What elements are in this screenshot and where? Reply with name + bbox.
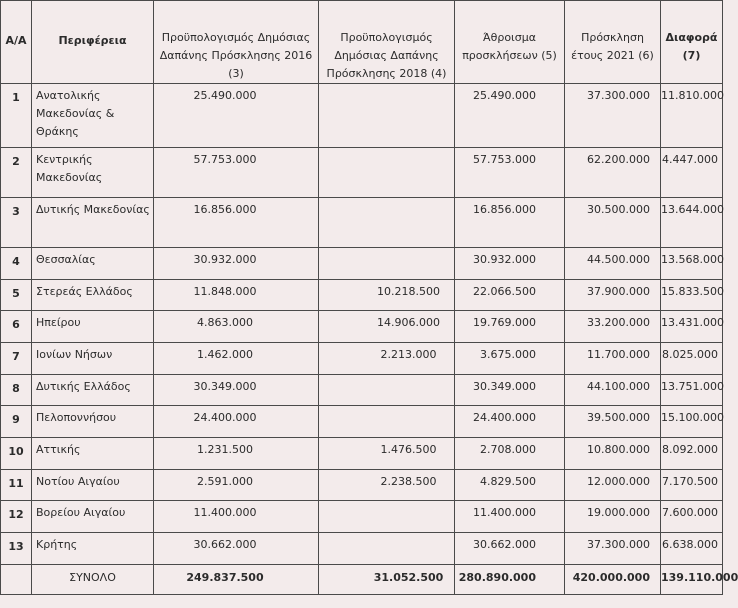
row-diff: 8.092.000 — [661, 438, 723, 470]
header-budget-2018: Προϋπολογισμός Δημόσιας Δαπάνης Πρόσκλησης 2018 (4) — [319, 1, 455, 84]
row-region: Πελοποννήσου — [32, 406, 154, 438]
row-sum: 16.856.000 — [455, 198, 565, 248]
row-budget-2018 — [319, 501, 455, 533]
row-budget-2016: 30.349.000 — [154, 375, 319, 406]
table-row — [1, 198, 723, 248]
header-diff: Διαφορά (7) — [661, 1, 723, 84]
row-budget-2016: 4.863.000 — [154, 311, 319, 343]
row-budget-2018: 14.906.000 — [319, 311, 455, 343]
table-row — [1, 280, 723, 311]
row-sum: 2.708.000 — [455, 438, 565, 470]
row-budget-2016: 11.848.000 — [154, 280, 319, 311]
row-diff: 7.600.000 — [661, 501, 723, 533]
row-index: 10 — [1, 438, 32, 470]
row-sum: 30.349.000 — [455, 375, 565, 406]
row-call-2021: 44.100.000 — [565, 375, 661, 406]
row-region: Θεσσαλίας — [32, 248, 154, 280]
row-index: 13 — [1, 533, 32, 565]
row-budget-2018: 2.238.500 — [319, 470, 455, 501]
row-budget-2018 — [319, 533, 455, 565]
row-sum: 24.400.000 — [455, 406, 565, 438]
row-diff: 15.833.500 — [661, 280, 723, 311]
table-row — [1, 84, 723, 148]
row-region: Κρήτης — [32, 533, 154, 565]
row-region: Δυτικής Μακεδονίας — [32, 198, 154, 248]
row-budget-2016: 30.662.000 — [154, 533, 319, 565]
row-sum: 22.066.500 — [455, 280, 565, 311]
row-budget-2018 — [319, 198, 455, 248]
row-budget-2016: 11.400.000 — [154, 501, 319, 533]
table-row — [1, 406, 723, 438]
row-index: 1 — [1, 84, 32, 148]
row-sum: 11.400.000 — [455, 501, 565, 533]
row-diff: 15.100.000 — [661, 406, 723, 438]
row-call-2021: 30.500.000 — [565, 198, 661, 248]
row-budget-2016: 1.462.000 — [154, 343, 319, 375]
row-budget-2018 — [319, 375, 455, 406]
total-row — [1, 565, 723, 595]
row-index: 11 — [1, 470, 32, 501]
row-budget-2018 — [319, 148, 455, 198]
row-sum: 4.829.500 — [455, 470, 565, 501]
total-call-2021: 420.000.000 — [565, 565, 661, 595]
table-row — [1, 375, 723, 406]
row-diff: 13.751.000 — [661, 375, 723, 406]
row-budget-2018: 10.218.500 — [319, 280, 455, 311]
table-row — [1, 438, 723, 470]
header-aa: Α/Α — [1, 1, 32, 84]
row-call-2021: 10.800.000 — [565, 438, 661, 470]
table-row — [1, 501, 723, 533]
table-row — [1, 533, 723, 565]
row-budget-2016: 57.753.000 — [154, 148, 319, 198]
row-index: 8 — [1, 375, 32, 406]
row-budget-2016: 16.856.000 — [154, 198, 319, 248]
table-row — [1, 343, 723, 375]
row-index: 12 — [1, 501, 32, 533]
row-index: 9 — [1, 406, 32, 438]
total-sum: 280.890.000 — [455, 565, 565, 595]
row-region: Κεντρικής Μακεδονίας — [32, 148, 154, 198]
row-budget-2016: 1.231.500 — [154, 438, 319, 470]
table-row — [1, 148, 723, 198]
row-index: 3 — [1, 198, 32, 248]
total-budget-2018: 31.052.500 — [319, 565, 455, 595]
row-index: 2 — [1, 148, 32, 198]
row-diff: 11.810.000 — [661, 84, 723, 148]
row-region: Αττικής — [32, 438, 154, 470]
row-diff: 13.568.000 — [661, 248, 723, 280]
table-row — [1, 248, 723, 280]
table-row — [1, 311, 723, 343]
row-index: 6 — [1, 311, 32, 343]
total-diff: 139.110.000 — [661, 565, 723, 595]
total-label: ΣΥΝΟΛΟ — [32, 565, 154, 595]
row-index: 4 — [1, 248, 32, 280]
total-budget-2016: 249.837.500 — [154, 565, 319, 595]
total-idx-cell — [1, 565, 32, 595]
row-budget-2018 — [319, 248, 455, 280]
row-call-2021: 33.200.000 — [565, 311, 661, 343]
row-sum: 25.490.000 — [455, 84, 565, 148]
row-sum: 19.769.000 — [455, 311, 565, 343]
row-diff: 4.447.000 — [661, 148, 723, 198]
row-sum: 57.753.000 — [455, 148, 565, 198]
row-budget-2016: 30.932.000 — [154, 248, 319, 280]
row-call-2021: 44.500.000 — [565, 248, 661, 280]
row-sum: 30.662.000 — [455, 533, 565, 565]
row-sum: 30.932.000 — [455, 248, 565, 280]
row-diff: 6.638.000 — [661, 533, 723, 565]
row-index: 5 — [1, 280, 32, 311]
header-budget-2016: Προϋπολογισμός Δημόσιας Δαπάνης Πρόσκλησης 2016 (3) — [154, 1, 319, 84]
row-budget-2016: 2.591.000 — [154, 470, 319, 501]
row-region: Στερεάς Ελλάδος — [32, 280, 154, 311]
row-call-2021: 39.500.000 — [565, 406, 661, 438]
row-diff: 13.431.000 — [661, 311, 723, 343]
row-region: Ηπείρου — [32, 311, 154, 343]
row-call-2021: 37.300.000 — [565, 533, 661, 565]
row-region: Ιονίων Νήσων — [32, 343, 154, 375]
row-call-2021: 19.000.000 — [565, 501, 661, 533]
row-diff: 8.025.000 — [661, 343, 723, 375]
row-index: 7 — [1, 343, 32, 375]
row-call-2021: 11.700.000 — [565, 343, 661, 375]
row-call-2021: 37.300.000 — [565, 84, 661, 148]
row-region: Νοτίου Αιγαίου — [32, 470, 154, 501]
row-budget-2018: 1.476.500 — [319, 438, 455, 470]
row-region: Ανατολικής Μακεδονίας & Θράκης — [32, 84, 154, 148]
header-row — [1, 1, 723, 84]
row-sum: 3.675.000 — [455, 343, 565, 375]
row-call-2021: 62.200.000 — [565, 148, 661, 198]
row-region: Δυτικής Ελλάδος — [32, 375, 154, 406]
header-call-2021: Πρόσκληση έτους 2021 (6) — [565, 1, 661, 84]
row-budget-2016: 25.490.000 — [154, 84, 319, 148]
row-budget-2018 — [319, 84, 455, 148]
table-row — [1, 470, 723, 501]
row-call-2021: 37.900.000 — [565, 280, 661, 311]
header-sum: Άθροισμα προσκλήσεων (5) — [455, 1, 565, 84]
header-region: Περιφέρεια — [32, 1, 154, 84]
row-region: Βορείου Αιγαίου — [32, 501, 154, 533]
row-diff: 13.644.000 — [661, 198, 723, 248]
row-budget-2016: 24.400.000 — [154, 406, 319, 438]
row-diff: 7.170.500 — [661, 470, 723, 501]
row-budget-2018: 2.213.000 — [319, 343, 455, 375]
row-budget-2018 — [319, 406, 455, 438]
row-call-2021: 12.000.000 — [565, 470, 661, 501]
